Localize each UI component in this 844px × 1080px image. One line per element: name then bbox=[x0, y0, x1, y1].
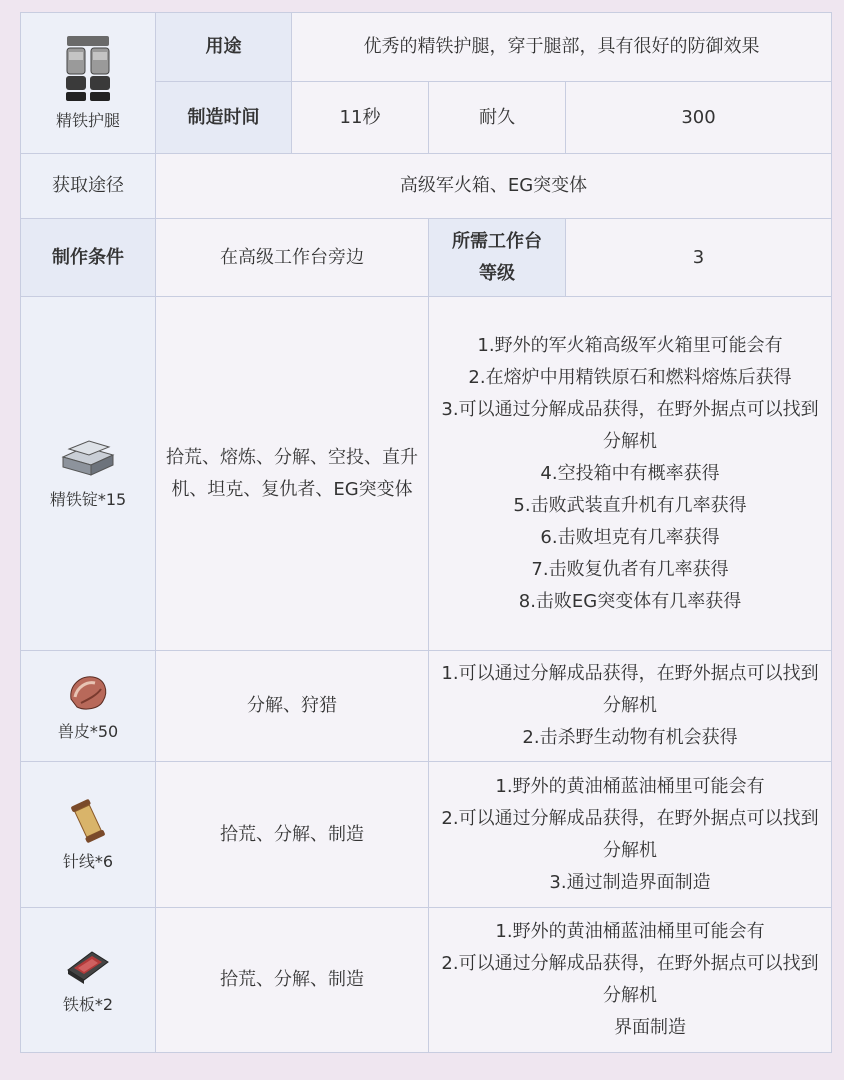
workbench-level-label bbox=[429, 219, 566, 297]
material-sources: 分解、狩猎 bbox=[156, 651, 429, 762]
method-line: 8.击败EG突变体有几率获得 bbox=[518, 590, 742, 612]
material-row bbox=[21, 908, 832, 1053]
thread-spool-icon bbox=[68, 797, 108, 845]
method-line: 3.可以通过分解成品获得，在野外据点可以找到分解机 bbox=[441, 398, 819, 452]
material-methods bbox=[429, 651, 832, 762]
craft-condition-row bbox=[21, 219, 832, 297]
method-line: 界面制造 bbox=[614, 1017, 686, 1038]
craft-time-value: 11秒 bbox=[292, 82, 429, 154]
method-line: 6.击败坦克有几率获得 bbox=[540, 526, 720, 548]
method-line: 5.击败武装直升机有几率获得 bbox=[513, 494, 747, 516]
material-sources: 拾荒、分解、制造 bbox=[156, 908, 429, 1053]
method-line: 4.空投箱中有概率获得 bbox=[540, 462, 720, 484]
workbench-level-label-line1: 所需工作台 bbox=[452, 230, 542, 252]
iron-ingot-icon bbox=[59, 437, 117, 483]
method-line: 2.可以通过分解成品获得，在野外据点可以找到分解机 bbox=[441, 953, 819, 1006]
material-methods bbox=[429, 297, 832, 651]
material-sources: 拾荒、熔炼、分解、空投、直升机、坦克、复仇者、EG突变体 bbox=[156, 297, 429, 651]
item-info-panel bbox=[20, 12, 831, 1053]
method-line: 2.可以通过分解成品获得，在野外据点可以找到分解机 bbox=[441, 807, 819, 861]
method-line: 7.击败复仇者有几率获得 bbox=[531, 558, 729, 580]
material-row bbox=[21, 651, 832, 762]
material-row bbox=[21, 297, 832, 651]
animal-hide-icon bbox=[63, 669, 113, 715]
obtain-label: 获取途径 bbox=[21, 154, 156, 219]
craft-condition-value: 在高级工作台旁边 bbox=[156, 219, 429, 297]
workbench-level-value: 3 bbox=[566, 219, 832, 297]
iron-plate-icon bbox=[64, 944, 112, 988]
durability-label: 耐久 bbox=[429, 82, 566, 154]
material-cell bbox=[21, 297, 156, 651]
workbench-level-label-line2: 等级 bbox=[479, 262, 515, 284]
material-methods bbox=[429, 762, 832, 908]
material-name: 兽皮*50 bbox=[57, 722, 119, 741]
material-row bbox=[21, 762, 832, 908]
method-line: 3.通过制造界面制造 bbox=[549, 871, 711, 893]
obtain-value: 高级军火箱、EG突变体 bbox=[156, 154, 832, 219]
method-line: 1.野外的黄油桶蓝油桶里可能会有 bbox=[495, 775, 765, 797]
usage-label: 用途 bbox=[156, 13, 292, 82]
craft-time-label: 制造时间 bbox=[156, 82, 292, 154]
method-line: 1.可以通过分解成品获得，在野外据点可以找到分解机 bbox=[441, 663, 819, 716]
material-name: 精铁锭*15 bbox=[49, 489, 127, 509]
material-cell bbox=[21, 651, 156, 762]
usage-value: 优秀的精铁护腿，穿于腿部，具有很好的防御效果 bbox=[292, 13, 832, 82]
method-line: 1.野外的黄油桶蓝油桶里可能会有 bbox=[495, 921, 765, 942]
usage-row bbox=[21, 13, 832, 82]
material-sources: 拾荒、分解、制造 bbox=[156, 762, 429, 908]
method-line: 1.野外的军火箱高级军火箱里可能会有 bbox=[477, 334, 783, 356]
material-cell bbox=[21, 908, 156, 1053]
craft-condition-label: 制作条件 bbox=[21, 219, 156, 297]
durability-value: 300 bbox=[566, 82, 832, 154]
method-line: 2.在熔炉中用精铁原石和燃料熔炼后获得 bbox=[468, 366, 792, 388]
material-cell bbox=[21, 762, 156, 908]
obtain-row bbox=[21, 154, 832, 219]
item-cell bbox=[21, 13, 156, 154]
item-name: 精铁护腿 bbox=[55, 111, 120, 130]
method-line: 2.击杀野生动物有机会获得 bbox=[522, 727, 738, 748]
material-name: 针线*6 bbox=[62, 851, 114, 871]
iron-leg-armor-icon bbox=[61, 34, 115, 104]
material-methods bbox=[429, 908, 832, 1053]
crafting-table bbox=[20, 12, 832, 1053]
material-name: 铁板*2 bbox=[62, 995, 114, 1014]
